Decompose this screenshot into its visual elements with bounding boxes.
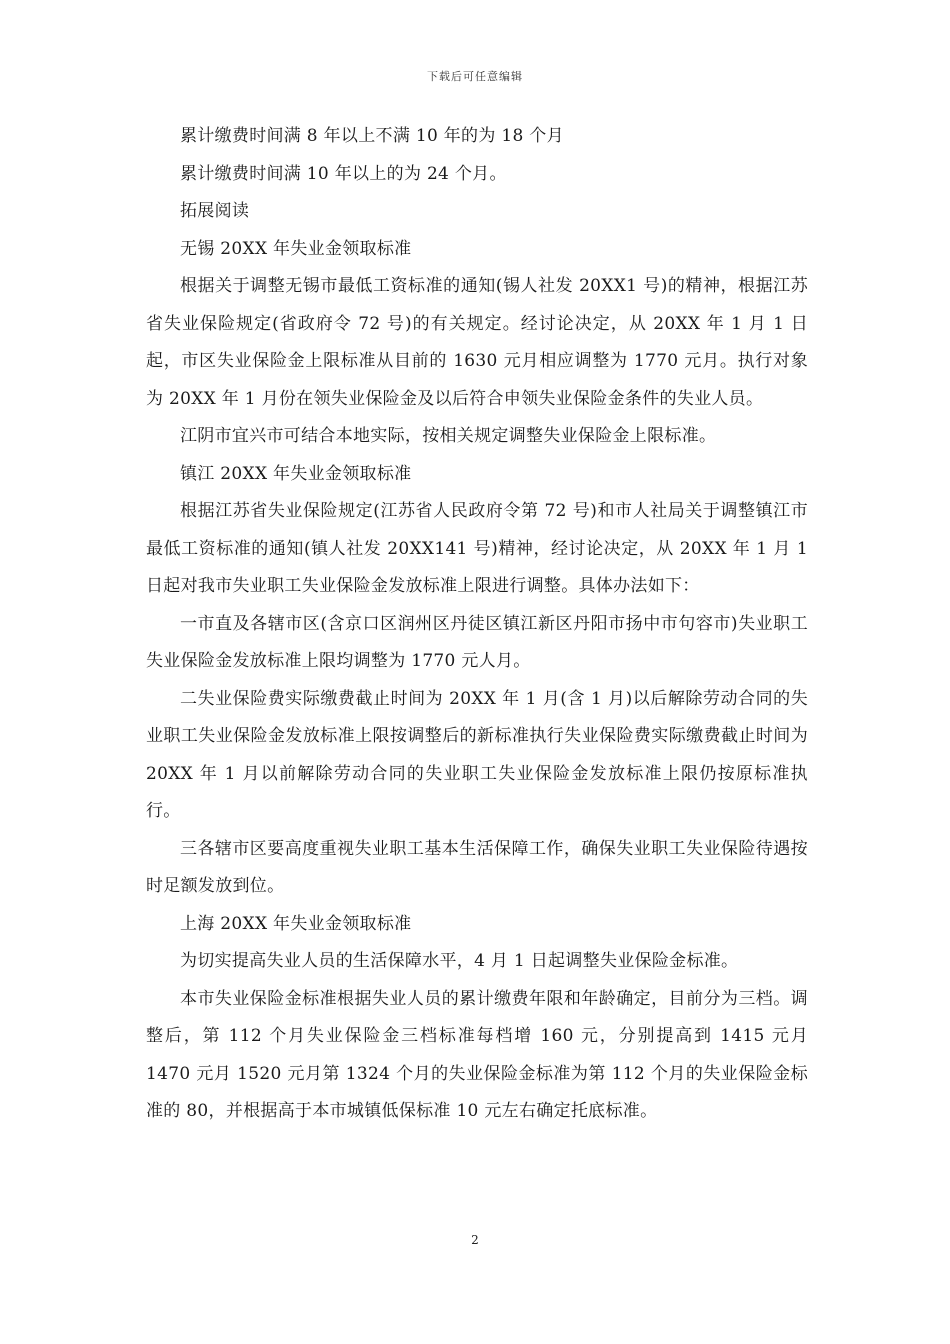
paragraph: 根据关于调整无锡市最低工资标准的通知(锡人社发 20XX1 号)的精神，根据江苏省失业保险规定(省政府令 72 号)的有关规定。经讨论决定，从 20XX 年 1 月 1 日起，市区失业保险金上限标准从目前的 1630 元月相应调整为 1770 元月。执行对象为 20XX 年 1 月份在领失业保险金及以后符合申领失业保险金条件的失业人员。 — [146, 276, 808, 409]
paragraph: 江阴市宜兴市可结合本地实际，按相关规定调整失业保险金上限标准。 — [180, 426, 717, 446]
paragraph: 二失业保险费实际缴费截止时间为 20XX 年 1 月(含 1 月)以后解除劳动合同的失业职工失业保险金发放标准上限按调整后的新标准执行失业保险费实际缴费截止时间为 20XX 年 1 月以前解除劳动合同的失业职工失业保险金发放标准上限仍按原标准执行。 — [146, 688, 808, 821]
page-number: 2 — [471, 1233, 479, 1247]
paragraph: 累计缴费时间满 10 年以上的为 24 个月。 — [180, 163, 507, 184]
paragraph: 为切实提高失业人员的生活保障水平，4 月 1 日起调整失业保险金标准。 — [180, 951, 739, 971]
paragraph: 本市失业保险金标准根据失业人员的累计缴费年限和年龄确定，目前分为三档。调整后，第 112 个月失业保险金三档标准每档增 160 元，分别提高到 1415 元月 1470 元月 1520 元月第 1324 个月的失业保险金标准为第 112 个月的失业保险金标准的 80，并根据高于本市城镇低保标准 10 元左右确定托底标准。 — [146, 988, 808, 1121]
document-body — [146, 118, 808, 1131]
section-heading: 上海 20XX 年失业金领取标准 — [180, 913, 412, 934]
paragraph: 一市直及各辖市区(含京口区润州区丹徒区镇江新区丹阳市扬中市句容市)失业职工失业保险金发放标准上限均调整为 1770 元人月。 — [146, 613, 808, 671]
section-heading: 拓展阅读 — [180, 201, 250, 221]
section-heading: 无锡 20XX 年失业金领取标准 — [180, 238, 412, 259]
paragraph: 三各辖市区要高度重视失业职工基本生活保障工作，确保失业职工失业保险待遇按时足额发放到位。 — [146, 838, 808, 896]
paragraph: 累计缴费时间满 8 年以上不满 10 年的为 18 个月 — [180, 126, 564, 146]
paragraph: 根据江苏省失业保险规定(江苏省人民政府令第 72 号)和市人社局关于调整镇江市最低工资标准的通知(镇人社发 20XX141 号)精神，经讨论决定，从 20XX 年 1 月 1 日起对我市失业职工失业保险金发放标准上限进行调整。具体办法如下： — [146, 501, 808, 596]
page-header: 下载后可任意编辑 — [427, 70, 523, 83]
section-heading: 镇江 20XX 年失业金领取标准 — [180, 463, 412, 484]
